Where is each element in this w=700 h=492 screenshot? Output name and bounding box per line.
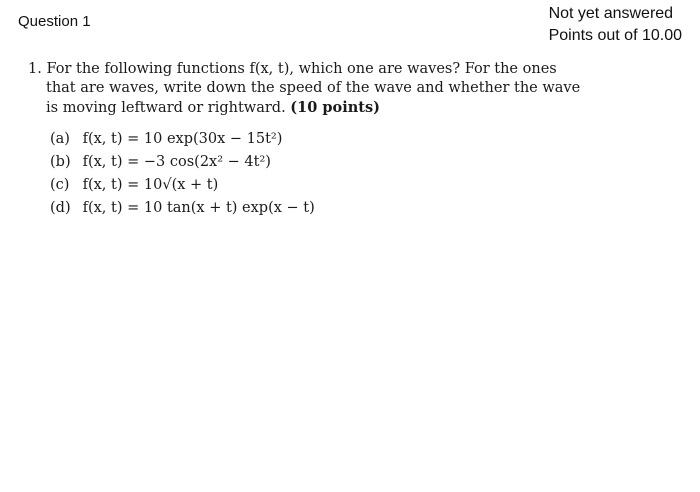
part-label: (c) bbox=[50, 177, 70, 193]
points-note: (10 points) bbox=[290, 99, 380, 116]
part-expression: f(x, t) = −3 cos(2x² − 4t²) bbox=[82, 154, 271, 170]
question-line-1-text: For the following functions f(x, t), which one are waves? For the ones bbox=[46, 61, 557, 77]
question-part-d bbox=[50, 197, 588, 220]
part-expression: f(x, t) = 10 exp(30x − 15t²) bbox=[82, 131, 283, 147]
question-part-a bbox=[50, 128, 588, 151]
part-expression: f(x, t) = 10√(x + t) bbox=[82, 177, 219, 193]
question-parts-list bbox=[28, 128, 588, 220]
question-text bbox=[28, 60, 588, 220]
points-info: Points out of 10.00 bbox=[548, 27, 682, 44]
answer-status: Not yet answered bbox=[548, 5, 674, 22]
part-expression: f(x, t) = 10 tan(x + t) exp(x − t) bbox=[82, 200, 315, 216]
question-line-3-text: is moving leftward or rightward. bbox=[46, 100, 286, 116]
part-label: (d) bbox=[50, 200, 71, 216]
question-number: 1. bbox=[28, 61, 42, 77]
question-part-b bbox=[50, 151, 588, 174]
question-line-3 bbox=[28, 98, 588, 118]
part-label: (a) bbox=[50, 131, 70, 147]
question-part-c bbox=[50, 174, 588, 197]
question-title: Question 1 bbox=[18, 13, 91, 30]
part-label: (b) bbox=[50, 154, 71, 170]
question-status-block bbox=[549, 3, 682, 47]
question-line-2: that are waves, write down the speed of the wave and whether the wave bbox=[46, 80, 581, 96]
question-line-1 bbox=[28, 60, 588, 79]
